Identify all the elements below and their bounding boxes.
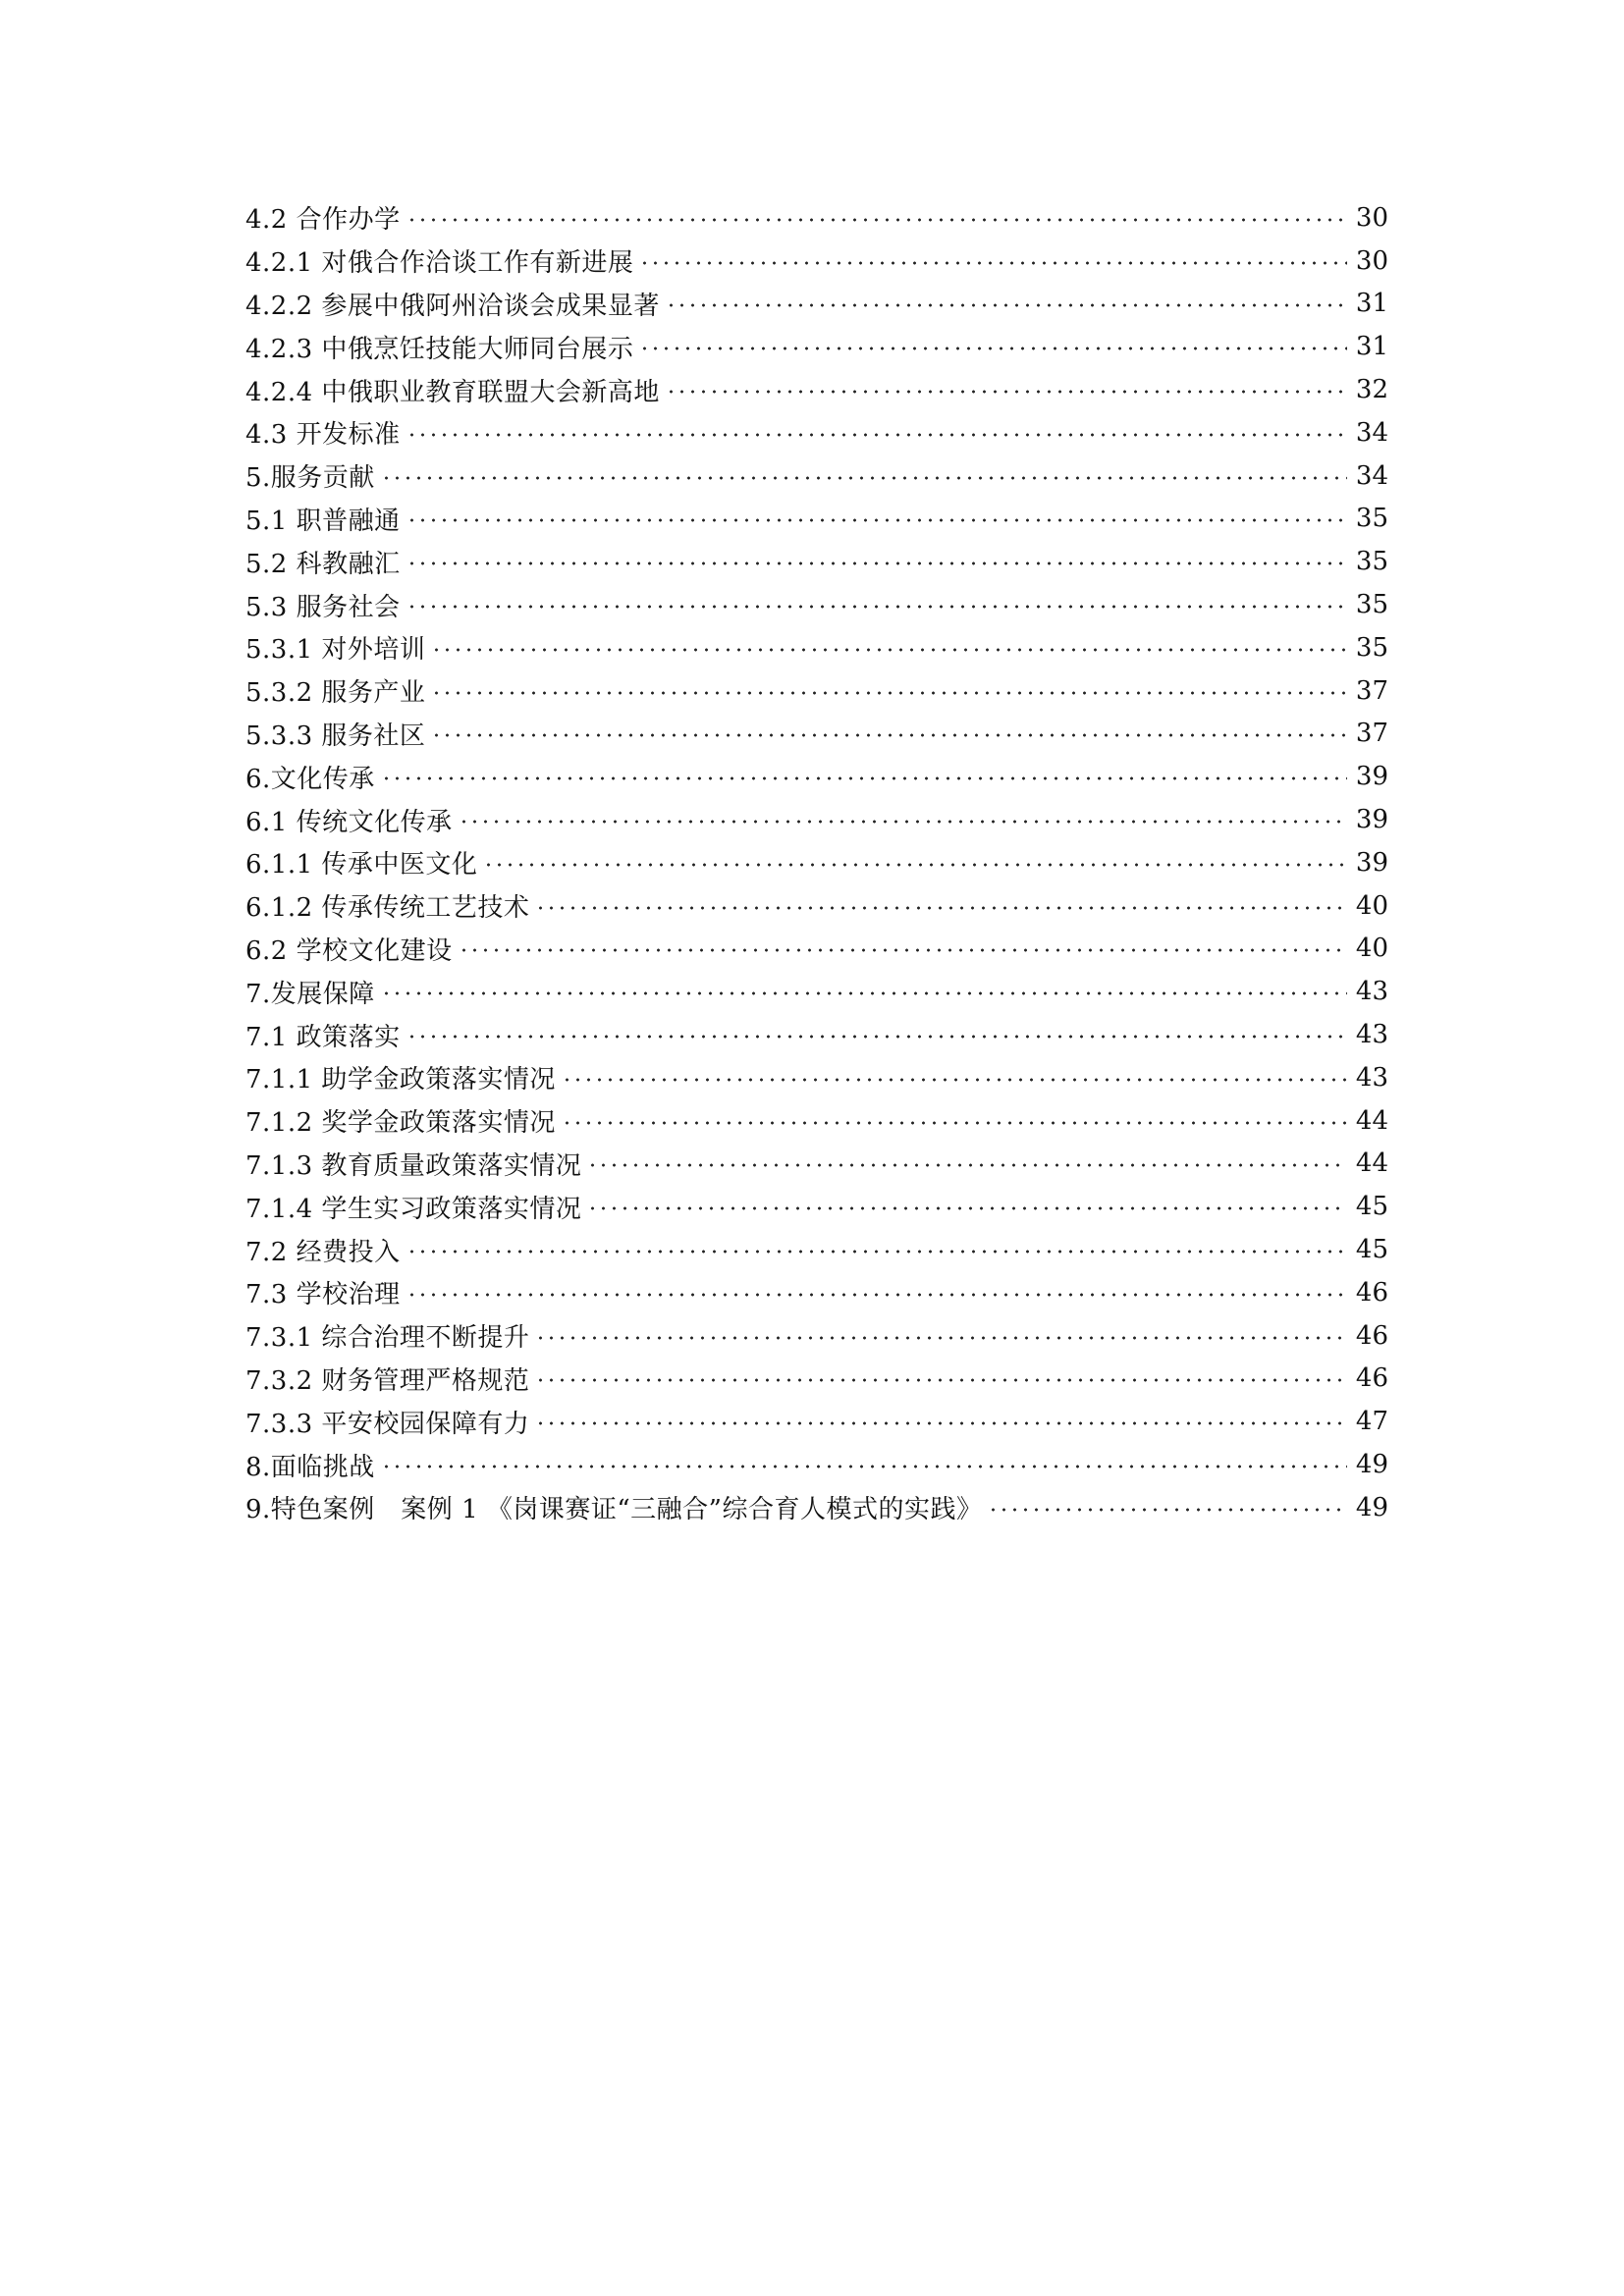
toc-entry-label: 7.1.2 奖学金政策落实情况: [245, 1108, 556, 1139]
toc-entry-label: 6.1 传统文化传承: [245, 807, 453, 837]
toc-dot-leader: [666, 293, 1347, 318]
toc-dot-leader: [988, 1497, 1347, 1522]
toc-dot-leader: [587, 1152, 1347, 1178]
toc-entry[interactable]: [245, 368, 1388, 411]
toc-entry-label: 8.面临挑战: [245, 1452, 375, 1482]
toc-page-number: 43: [1355, 977, 1388, 1007]
toc-page-number: 39: [1355, 762, 1388, 792]
toc-entry-label: 9.特色案例 案例 1 《岗课赛证“三融合”综合育人模式的实践》: [245, 1495, 983, 1525]
toc-page-number: 34: [1355, 417, 1388, 448]
toc-dot-leader: [666, 379, 1347, 404]
toc-entry[interactable]: [245, 1099, 1388, 1143]
toc-entry[interactable]: [245, 669, 1388, 713]
toc-entry[interactable]: [245, 540, 1388, 583]
toc-entry[interactable]: [245, 626, 1388, 669]
toc-entry[interactable]: [245, 928, 1388, 971]
toc-entry[interactable]: [245, 1314, 1388, 1358]
toc-page-number: 30: [1355, 245, 1388, 276]
toc-entry-label: 7.1.1 助学金政策落实情况: [245, 1065, 556, 1095]
toc-entry-label: 4.2.2 参展中俄阿州洽谈会成果显著: [245, 291, 660, 321]
toc-entry-label: 5.服务贡献: [245, 463, 375, 494]
toc-page-number: 47: [1355, 1407, 1388, 1437]
toc-entry-label: 5.1 职普融通: [245, 506, 401, 536]
toc-dot-leader: [587, 1196, 1347, 1221]
table-of-contents: [245, 196, 1388, 1529]
toc-entry[interactable]: [245, 411, 1388, 454]
toc-entry-label: 4.2 合作办学: [245, 205, 401, 236]
toc-entry[interactable]: [245, 1143, 1388, 1186]
toc-entry[interactable]: [245, 884, 1388, 928]
toc-dot-leader: [639, 250, 1347, 276]
toc-entry[interactable]: [245, 713, 1388, 756]
toc-dot-leader: [406, 594, 1347, 619]
toc-entry-label: 4.2.1 对俄合作洽谈工作有新进展: [245, 248, 634, 279]
toc-page-number: 43: [1355, 1062, 1388, 1093]
toc-page-number: 30: [1355, 202, 1388, 233]
toc-entry-label: 6.2 学校文化建设: [245, 935, 453, 966]
toc-entry[interactable]: [245, 1271, 1388, 1314]
toc-page-number: 37: [1355, 675, 1388, 706]
toc-entry[interactable]: [245, 798, 1388, 841]
toc-entry[interactable]: [245, 1443, 1388, 1486]
toc-entry[interactable]: [245, 755, 1388, 798]
toc-dot-leader: [406, 422, 1347, 448]
toc-page-number: 40: [1355, 934, 1388, 964]
toc-dot-leader: [381, 766, 1347, 791]
toc-entry-label: 7.1.3 教育质量政策落实情况: [245, 1150, 582, 1181]
toc-entry[interactable]: [245, 1185, 1388, 1228]
toc-dot-leader: [431, 680, 1347, 706]
toc-dot-leader: [381, 1454, 1347, 1479]
toc-entry[interactable]: [245, 1486, 1388, 1529]
toc-entry-label: 7.3.2 财务管理严格规范: [245, 1365, 530, 1396]
toc-entry-label: 4.2.3 中俄烹饪技能大师同台展示: [245, 334, 634, 364]
toc-entry-label: 5.2 科教融汇: [245, 549, 401, 579]
toc-page-number: 46: [1355, 1277, 1388, 1308]
toc-page-number: 44: [1355, 1148, 1388, 1179]
toc-entry-label: 4.3 开发标准: [245, 420, 401, 451]
toc-entry[interactable]: [245, 583, 1388, 626]
toc-entry-label: 5.3.2 服务产业: [245, 678, 426, 709]
toc-entry[interactable]: [245, 196, 1388, 240]
toc-entry[interactable]: [245, 841, 1388, 884]
toc-dot-leader: [459, 809, 1347, 834]
toc-page-number: 45: [1355, 1192, 1388, 1222]
toc-entry[interactable]: [245, 240, 1388, 283]
toc-entry[interactable]: [245, 1400, 1388, 1443]
toc-page-number: 35: [1355, 590, 1388, 620]
toc-entry-label: 7.2 经费投入: [245, 1237, 401, 1267]
toc-dot-leader: [431, 637, 1347, 663]
toc-dot-leader: [381, 465, 1347, 491]
toc-page-number: 35: [1355, 504, 1388, 534]
toc-entry[interactable]: [245, 970, 1388, 1013]
toc-entry[interactable]: [245, 1013, 1388, 1056]
toc-entry-label: 4.2.4 中俄职业教育联盟大会新高地: [245, 377, 660, 407]
toc-entry-label: 5.3.3 服务社区: [245, 721, 426, 751]
toc-page-number: 34: [1355, 460, 1388, 491]
toc-page-number: 40: [1355, 890, 1388, 921]
toc-page-number: 35: [1355, 547, 1388, 577]
toc-dot-leader: [562, 1067, 1347, 1093]
toc-page-number: 46: [1355, 1363, 1388, 1394]
toc-entry-label: 7.1 政策落实: [245, 1022, 401, 1052]
toc-dot-leader: [459, 937, 1347, 963]
toc-dot-leader: [406, 1239, 1347, 1264]
toc-entry[interactable]: [245, 454, 1388, 498]
toc-entry-label: 7.3.3 平安校园保障有力: [245, 1409, 530, 1439]
toc-page-number: 44: [1355, 1105, 1388, 1136]
toc-page-number: 35: [1355, 632, 1388, 663]
toc-page-number: 49: [1355, 1450, 1388, 1479]
toc-page-number: 49: [1355, 1492, 1388, 1522]
toc-dot-leader: [639, 336, 1347, 361]
toc-dot-leader: [431, 722, 1347, 748]
toc-dot-leader: [406, 1024, 1347, 1049]
toc-dot-leader: [535, 1325, 1347, 1351]
toc-entry-label: 7.1.4 学生实习政策落实情况: [245, 1194, 582, 1224]
toc-page-number: 45: [1355, 1235, 1388, 1265]
toc-entry-label: 5.3 服务社会: [245, 592, 401, 622]
toc-entry-label: 6.1.2 传承传统工艺技术: [245, 893, 530, 924]
toc-entry[interactable]: [245, 1056, 1388, 1099]
toc-dot-leader: [406, 207, 1347, 233]
toc-page-number: 46: [1355, 1320, 1388, 1351]
toc-page-number: 31: [1355, 289, 1388, 319]
toc-entry-label: 6.1.1 传承中医文化: [245, 850, 478, 881]
toc-dot-leader: [535, 895, 1347, 921]
toc-dot-leader: [535, 1411, 1347, 1436]
toc-entry-label: 6.文化传承: [245, 764, 375, 794]
toc-page-number: 39: [1355, 805, 1388, 835]
toc-entry[interactable]: [245, 1358, 1388, 1401]
toc-dot-leader: [406, 1282, 1347, 1308]
toc-entry-label: 5.3.1 对外培训: [245, 635, 426, 666]
toc-page-number: 43: [1355, 1020, 1388, 1050]
toc-entry-label: 7.3.1 综合治理不断提升: [245, 1323, 530, 1354]
toc-dot-leader: [406, 507, 1347, 533]
toc-page-number: 31: [1355, 332, 1388, 362]
toc-entry-label: 7.3 学校治理: [245, 1280, 401, 1310]
toc-page-number: 37: [1355, 719, 1388, 749]
toc-dot-leader: [535, 1367, 1347, 1393]
toc-entry[interactable]: [245, 325, 1388, 368]
toc-dot-leader: [483, 852, 1347, 878]
toc-entry-label: 7.发展保障: [245, 979, 375, 1009]
toc-entry[interactable]: [245, 498, 1388, 541]
toc-entry[interactable]: [245, 283, 1388, 326]
toc-page-number: 32: [1355, 375, 1388, 405]
toc-dot-leader: [562, 1110, 1347, 1136]
toc-dot-leader: [381, 981, 1347, 1006]
toc-entry[interactable]: [245, 1228, 1388, 1271]
toc-page-number: 39: [1355, 847, 1388, 878]
toc-dot-leader: [406, 551, 1347, 576]
